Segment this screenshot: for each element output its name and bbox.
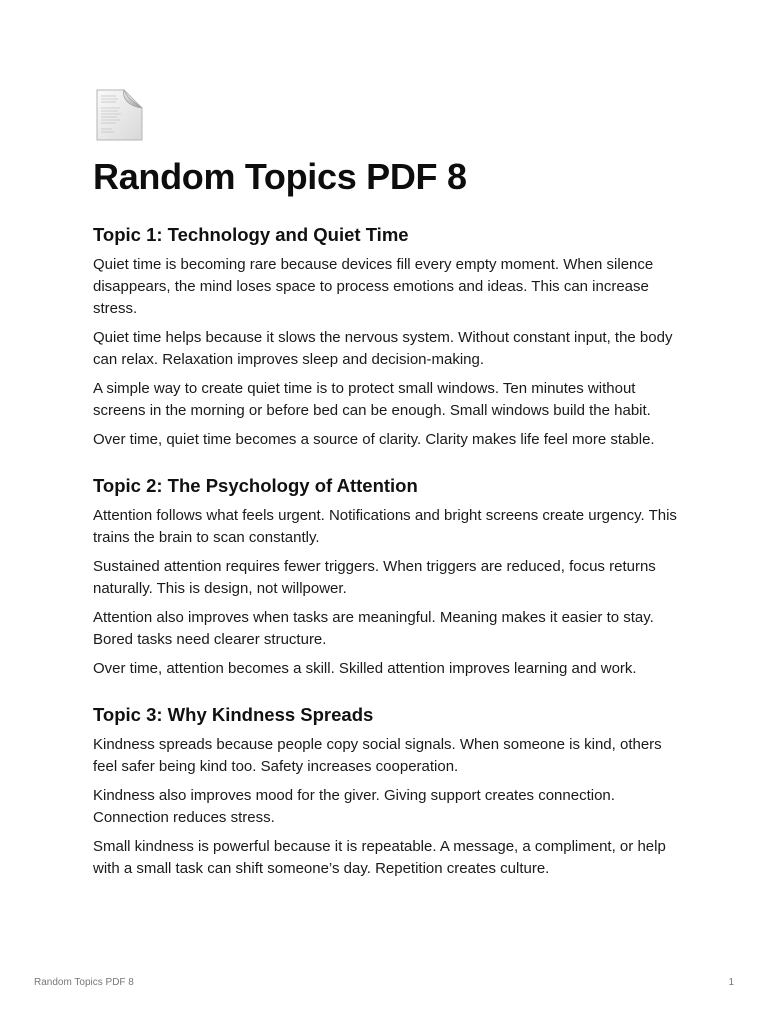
paragraph: Kindness also improves mood for the giver. Giving support creates connection. Connection reduces stress.: [93, 787, 615, 826]
footer-document-title: Random Topics PDF 8: [34, 977, 134, 988]
paragraph: Attention also improves when tasks are meaningful. Meaning makes it easier to stay. Bored tasks need clearer structure.: [93, 609, 654, 648]
document-page: [93, 88, 683, 902]
paragraph: Quiet time is becoming rare because devices fill every empty moment. When silence disappears, the mind loses space to process emotions and ideas. This can increase stress.: [93, 256, 654, 317]
section-heading: Topic 2: The Psychology of Attention: [93, 475, 418, 496]
section-heading: Topic 1: Technology and Quiet Time: [93, 224, 409, 245]
paragraph: Over time, attention becomes a skill. Skilled attention improves learning and work.: [93, 660, 637, 677]
paragraph: Small kindness is powerful because it is repeatable. A message, a compliment, or help with a small task can shift someone’s day. Repetition creates culture.: [93, 838, 666, 877]
paragraph: Sustained attention requires fewer triggers. When triggers are reduced, focus returns naturally. This is design, not willpower.: [93, 558, 656, 597]
topic-section-1: [93, 222, 683, 451]
document-title: Random Topics PDF 8: [93, 156, 467, 197]
section-heading: Topic 3: Why Kindness Spreads: [93, 704, 374, 725]
topic-section-3: [93, 702, 683, 880]
page-number: 1: [728, 977, 734, 988]
document-file-icon: [94, 88, 144, 142]
paragraph: A simple way to create quiet time is to protect small windows. Ten minutes without screens in the morning or before bed can be enough. Small windows build the habit.: [93, 380, 651, 419]
topic-section-2: [93, 473, 683, 680]
paragraph: Over time, quiet time becomes a source of clarity. Clarity makes life feel more stable.: [93, 431, 655, 448]
page-footer: [34, 977, 734, 988]
paragraph: Quiet time helps because it slows the nervous system. Without constant input, the body can relax. Relaxation improves sleep and decision-making.: [93, 329, 673, 368]
paragraph: Attention follows what feels urgent. Notifications and bright screens create urgency. This trains the brain to scan constantly.: [93, 507, 677, 546]
paragraph: Kindness spreads because people copy social signals. When someone is kind, others feel safer being kind too. Safety increases cooperation.: [93, 736, 662, 775]
